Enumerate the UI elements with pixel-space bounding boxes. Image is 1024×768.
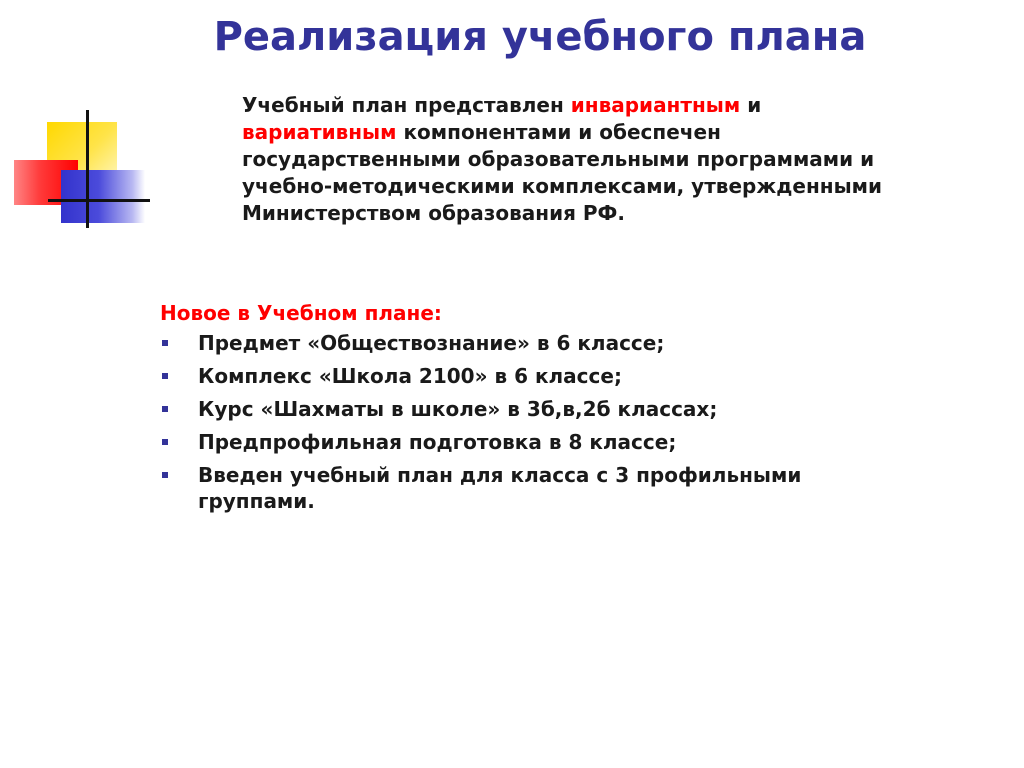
list-item-text: Предмет «Обществознание» в 6 классе; bbox=[198, 331, 665, 355]
intro-accent-invariant: инвариантным bbox=[570, 93, 741, 117]
intro-text-1: Учебный план представлен bbox=[242, 93, 571, 117]
news-heading: Новое в Учебном плане: bbox=[160, 301, 442, 325]
blue-square bbox=[61, 170, 145, 223]
intro-text-3: компонентами и обеспечен государственными образовательными программами и учебно-методическими комплексами, утвержденными Министерством образования РФ. bbox=[242, 120, 883, 225]
bullet-square-icon bbox=[162, 340, 168, 346]
list-item bbox=[160, 462, 860, 514]
intro-paragraph bbox=[242, 92, 942, 227]
list-item-text: Комплекс «Школа 2100» в 6 классе; bbox=[198, 364, 622, 388]
horizontal-line bbox=[48, 199, 150, 202]
list-item-text: Курс «Шахматы в школе» в 3б,в,2б классах; bbox=[198, 397, 718, 421]
list-item-text: Предпрофильная подготовка в 8 классе; bbox=[198, 430, 677, 454]
list-item-text: Введен учебный план для класса с 3 профильными группами. bbox=[198, 463, 802, 513]
bullet-square-icon bbox=[162, 406, 168, 412]
list-item bbox=[160, 396, 860, 422]
list-item bbox=[160, 330, 860, 356]
list-item bbox=[160, 429, 860, 455]
news-list bbox=[160, 330, 860, 521]
bullet-square-icon bbox=[162, 472, 168, 478]
vertical-line bbox=[86, 110, 89, 228]
slide-title: Реализация учебного плана bbox=[213, 14, 867, 60]
intro-accent-variative: вариативным bbox=[242, 120, 397, 144]
bullet-square-icon bbox=[162, 439, 168, 445]
intro-text-2: и bbox=[740, 93, 762, 117]
list-item bbox=[160, 363, 860, 389]
bullet-square-icon bbox=[162, 373, 168, 379]
